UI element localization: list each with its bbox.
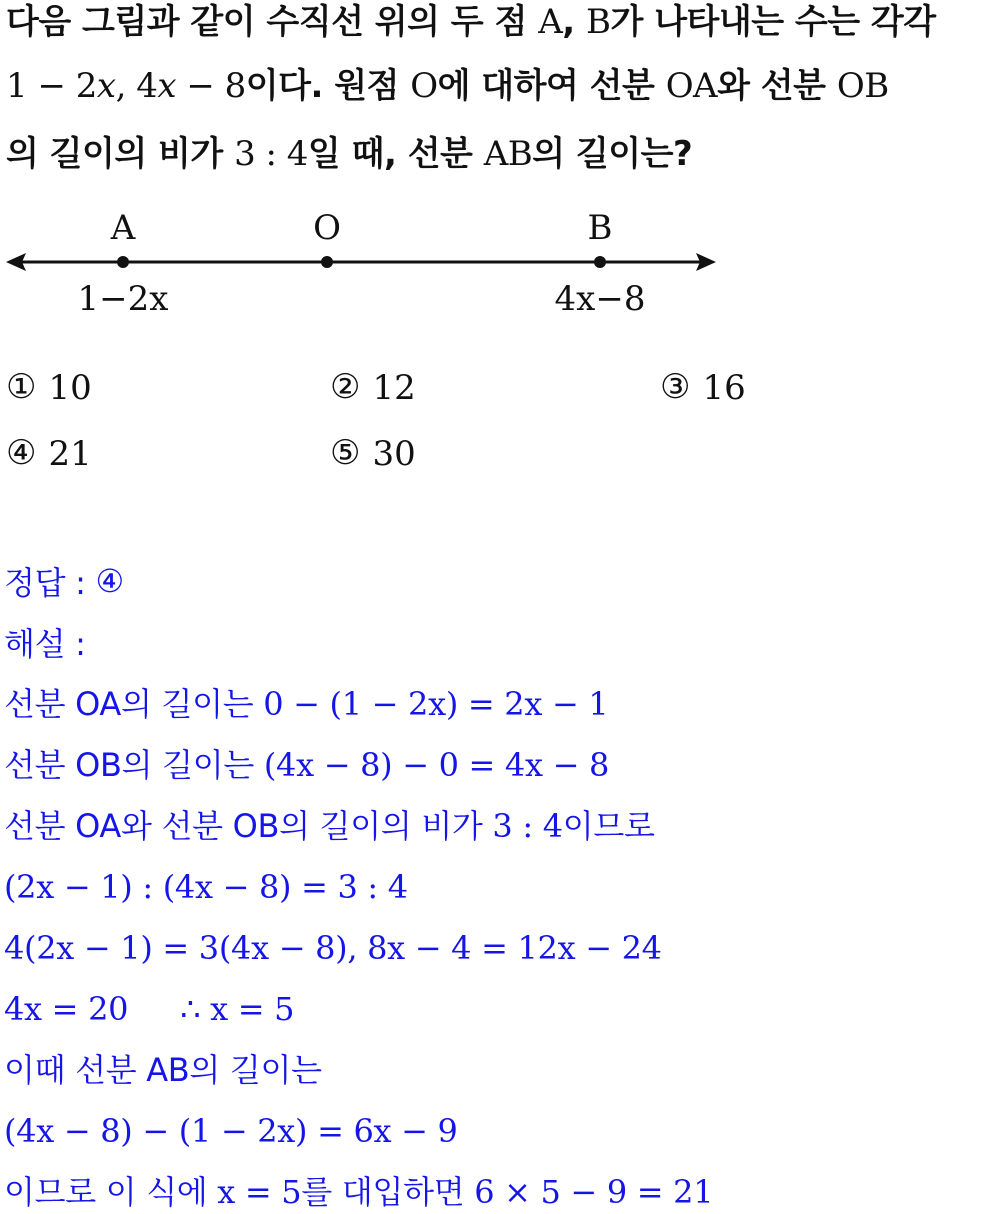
solution-text: 이므로 (562, 807, 655, 845)
therefore-math: ∴ x = 5 (180, 990, 295, 1028)
label-o: O (313, 208, 341, 248)
choice-number: ③ (660, 367, 691, 407)
solution-math: (2x − 1) : (4x − 8) = 3 : 4 (4, 868, 408, 906)
question-text: 의 길이는? (532, 134, 693, 174)
solution-text: 를 대입하면 (301, 1173, 475, 1211)
solution-math: 0 − (1 − 2x) = 2x − 1 (263, 685, 609, 723)
comma: , (562, 2, 587, 42)
choice-value: 30 (372, 434, 416, 474)
number-line-diagram (0, 195, 740, 335)
choice-1[interactable] (6, 368, 92, 408)
question-line-1 (6, 2, 936, 42)
answer-line (4, 563, 124, 603)
solution-text: 이므로 이 식에 (4, 1173, 218, 1211)
label-b: B (587, 208, 613, 248)
question-text: 가 나타내는 수는 각각 (610, 2, 936, 42)
question-text: 다음 그림과 같이 수직선 위의 두 점 (6, 2, 539, 42)
explain-label-text: 해설 : (4, 625, 86, 663)
label-a: A (110, 208, 136, 248)
ratio: 3 : 4 (234, 134, 308, 174)
answer-label: 정답 : (4, 564, 96, 602)
solution-math: x = 5 (217, 1173, 302, 1211)
solution-text: 이때 선분 AB의 길이는 (4, 1051, 322, 1089)
choice-number: ⑤ (330, 433, 361, 473)
solution-line-3 (4, 806, 655, 846)
solution-math: (4x − 8) − 0 = 4x − 8 (263, 746, 610, 784)
answer-value: ④ (95, 562, 124, 600)
choice-value: 16 (702, 368, 746, 408)
choice-2[interactable] (330, 368, 416, 408)
explanation-label (4, 624, 86, 664)
question-text: 일 때, 선분 (307, 134, 484, 174)
choice-3[interactable] (660, 368, 746, 408)
solution-line-8 (4, 1111, 458, 1151)
solution-text: 선분 OB의 길이는 (4, 746, 264, 784)
separator: , (115, 66, 137, 106)
solution-line-6 (4, 989, 294, 1029)
question-text: 이다. 원점 (245, 66, 411, 106)
value-b: 4x−8 (554, 279, 646, 319)
solution-line-1 (4, 684, 608, 724)
point-a (117, 256, 129, 268)
solution-math: (4x − 8) − (1 − 2x) = 6x − 9 (4, 1112, 458, 1150)
solution-line-2 (4, 745, 609, 785)
value-a: 1−2x (77, 279, 169, 319)
solution-text: 선분 OA의 길이는 (4, 685, 264, 723)
segment-oa: OA (665, 66, 718, 106)
question-text: 의 길이의 비가 (6, 134, 235, 174)
point-b-label: B (586, 2, 611, 42)
choice-value: 12 (372, 368, 416, 408)
segment-ob: OB (836, 66, 889, 106)
solution-math: 4(2x − 1) = 3(4x − 8), 8x − 4 = 12x − 24 (4, 929, 662, 967)
choice-value: 21 (48, 434, 92, 474)
question-line-3 (6, 134, 692, 174)
solution-line-7 (4, 1050, 322, 1090)
solution-text: 선분 OA와 선분 OB의 길이의 비가 (4, 807, 493, 845)
origin-label: O (410, 66, 438, 106)
solution-math: 4x = 20 (4, 990, 129, 1028)
solution-line-9 (4, 1172, 713, 1212)
choice-number: ② (330, 367, 361, 407)
point-b (594, 256, 606, 268)
choice-number: ① (6, 367, 37, 407)
point-a-label: A (538, 2, 563, 42)
choice-5[interactable] (330, 434, 416, 474)
solution-line-4 (4, 867, 408, 907)
solution-line-5 (4, 928, 662, 968)
segment-ab: AB (483, 134, 533, 174)
solution-math: 3 : 4 (492, 807, 563, 845)
solution-math: 6 × 5 − 9 = 21 (474, 1173, 714, 1211)
expr-b: 4x − 8 (136, 66, 246, 106)
expr-a: 1 − 2x (6, 66, 116, 106)
question-line-2 (6, 66, 889, 106)
point-o (321, 256, 333, 268)
question-text: 에 대하여 선분 (437, 66, 666, 106)
choice-value: 10 (48, 368, 92, 408)
question-text: 와 선분 (717, 66, 837, 106)
choice-number: ④ (6, 433, 37, 473)
choice-4[interactable] (6, 434, 92, 474)
